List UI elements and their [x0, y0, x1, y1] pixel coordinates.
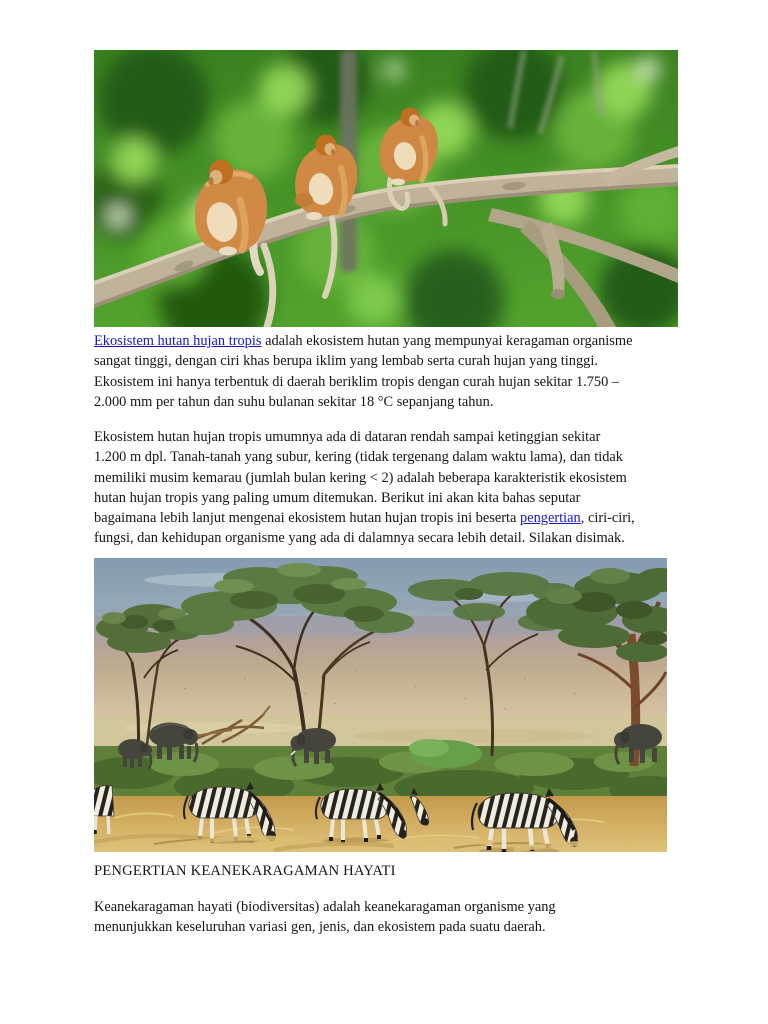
text-line [94, 331, 694, 351]
paragraph-biodiversity [94, 897, 694, 938]
text-span: fungsi, dan kehidupan organisme yang ada di dalamnya secara lebih detail. Silakan disimak. [94, 530, 625, 547]
text-line [94, 372, 694, 392]
text-span: 1.200 m dpl. Tanah-tanah yang subur, kering (tidak tergenang dalam waktu lama), dan tidak [94, 449, 623, 466]
section-heading: PENGERTIAN KEANEKARAGAMAN HAYATI [94, 863, 396, 879]
savanna-scene [94, 558, 667, 852]
text-line [94, 427, 694, 447]
savanna-wildlife-photo [94, 558, 667, 852]
text-line [94, 447, 694, 467]
paragraph-intro [94, 331, 694, 412]
text-line [94, 897, 694, 917]
rainforest-monkeys-photo [94, 50, 678, 327]
text-span: , ciri-ciri, [580, 510, 635, 527]
text-span: Keanekaragaman hayati (biodiversitas) adalah keanekaragaman organisme yang [94, 899, 556, 915]
text-span: Ekosistem hutan hujan tropis umumnya ada di dataran rendah sampai ketinggian sekitar [94, 429, 601, 445]
paragraph-detail [94, 427, 694, 549]
text-span: hutan hujan tropis yang paling umum ditemukan. Berikut ini akan kita bahas seputar [94, 489, 581, 506]
text-line [94, 468, 694, 488]
text-span: bagaimana lebih lanjut mengenai ekosistem hutan hujan tropis ini beserta [94, 510, 521, 527]
text-line [94, 351, 694, 371]
text-span: Ekosistem ini hanya terbentuk di daerah beriklim tropis dengan curah hujan sekitar 1.750 – [94, 373, 620, 390]
text-line [94, 488, 694, 508]
text-span: adalah ekosistem hutan yang mempunyai keragaman organisme [261, 333, 633, 349]
text-span: menunjukkan keseluruhan variasi gen, jenis, dan ekosistem pada suatu daerah. [94, 919, 546, 936]
text-line [94, 508, 694, 528]
text-line [94, 917, 694, 937]
text-span: 2.000 mm per tahun dan suhu bulanan sekitar 18 °C sepanjang tahun. [94, 393, 494, 410]
text-line [94, 392, 694, 412]
text-span: memiliki musim kemarau (jumlah bulan kering < 2) adalah beberapa karakteristik ekosistem [94, 469, 627, 486]
text-span: sangat tinggi, dengan ciri khas berupa iklim yang lembab serta curah hujan yang tinggi. [94, 353, 598, 370]
text-line [94, 528, 694, 548]
rainforest-scene [94, 50, 678, 327]
inline-link[interactable]: pengertian [520, 510, 581, 527]
inline-link[interactable]: Ekosistem hutan hujan tropis [94, 333, 262, 349]
